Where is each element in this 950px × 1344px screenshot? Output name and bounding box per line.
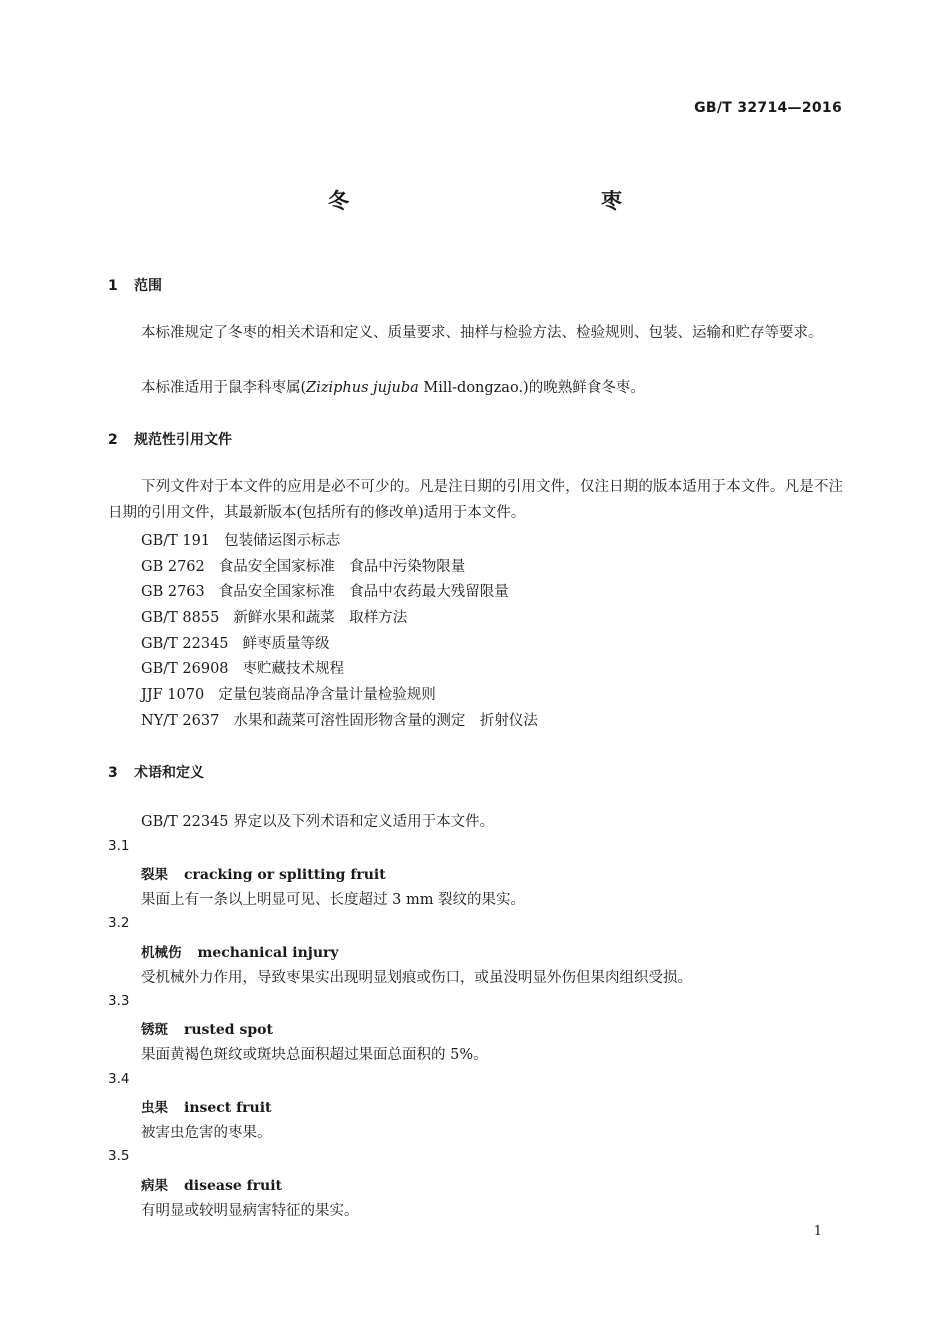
references-intro: 下列文件对于本文件的应用是必不可少的。凡是注日期的引用文件，仅注日期的版本适用于本文件。凡是不注日期的引用文件，其最新版本(包括所有的修改单)适用于本文件。 bbox=[108, 479, 843, 521]
term-number: 3.3 bbox=[108, 993, 130, 1009]
section-title: 规范性引用文件 bbox=[134, 432, 232, 448]
reference-code: JJF 1070 bbox=[141, 687, 205, 703]
reference-title: 食品安全国家标准 食品中农药最大残留限量 bbox=[218, 584, 509, 600]
reference-item bbox=[141, 580, 509, 601]
scope-paragraph-2 bbox=[141, 376, 645, 397]
reference-code: GB/T 8855 bbox=[141, 610, 220, 626]
reference-item bbox=[141, 683, 436, 704]
term-english: mechanical injury bbox=[197, 945, 339, 961]
term-heading bbox=[141, 1096, 272, 1116]
section-title: 范围 bbox=[134, 278, 162, 294]
term-heading bbox=[141, 863, 386, 883]
reference-code: GB 2763 bbox=[141, 584, 205, 600]
term-english: disease fruit bbox=[184, 1178, 282, 1194]
section-title: 术语和定义 bbox=[134, 765, 204, 781]
term-chinese: 锈斑 bbox=[141, 1022, 168, 1038]
term-definition: 受机械外力作用，导致枣果实出现明显划痕或伤口，或虽没明显外伤但果肉组织受损。 bbox=[141, 970, 692, 986]
reference-title: 定量包装商品净含量计量检验规则 bbox=[218, 687, 436, 703]
term-heading bbox=[141, 1174, 282, 1194]
term-definition: 被害虫危害的枣果。 bbox=[141, 1125, 272, 1141]
section-number: 3 bbox=[108, 765, 118, 781]
reference-item bbox=[141, 555, 465, 576]
reference-title: 新鲜水果和蔬菜 取样方法 bbox=[233, 610, 408, 626]
term-english: rusted spot bbox=[184, 1022, 273, 1038]
term-heading bbox=[141, 941, 339, 961]
section-1-heading bbox=[108, 275, 162, 295]
reference-title: 鲜枣质量等级 bbox=[242, 636, 330, 652]
term-number: 3.5 bbox=[108, 1148, 130, 1164]
scope-text-pre: 本标准适用于鼠李科枣属( bbox=[141, 380, 307, 396]
section-number: 1 bbox=[108, 278, 118, 294]
term-definition: 果面黄褐色斑纹或斑块总面积超过果面总面积的 5%。 bbox=[141, 1047, 488, 1063]
reference-code: NY/T 2637 bbox=[141, 713, 220, 729]
term-definition: 果面上有一条以上明显可见、长度超过 3 mm 裂纹的果实。 bbox=[141, 892, 526, 908]
reference-code: GB/T 26908 bbox=[141, 661, 229, 677]
reference-item bbox=[141, 632, 330, 653]
term-number: 3.4 bbox=[108, 1071, 130, 1087]
section-2-heading bbox=[108, 429, 232, 449]
term-chinese: 机械伤 bbox=[141, 945, 182, 961]
section-number: 2 bbox=[108, 432, 118, 448]
reference-title: 食品安全国家标准 食品中污染物限量 bbox=[218, 559, 466, 575]
reference-title: 包装储运图示标志 bbox=[224, 533, 341, 549]
reference-title: 水果和蔬菜可溶性固形物含量的测定 折射仪法 bbox=[233, 713, 538, 729]
section-3-heading bbox=[108, 762, 204, 782]
page-number: 1 bbox=[813, 1224, 822, 1239]
reference-title: 枣贮藏技术规程 bbox=[242, 661, 345, 677]
reference-item bbox=[141, 709, 538, 730]
reference-item bbox=[141, 657, 344, 678]
scope-paragraph-1: 本标准规定了冬枣的相关术语和定义、质量要求、抽样与检验方法、检验规则、包装、运输和贮存等要求。 bbox=[141, 325, 823, 341]
term-chinese: 裂果 bbox=[141, 867, 168, 883]
standard-code: GB/T 32714—2016 bbox=[694, 100, 842, 116]
term-definition: 有明显或较明显病害特征的果实。 bbox=[141, 1203, 359, 1219]
reference-code: GB 2762 bbox=[141, 559, 205, 575]
terms-intro: GB/T 22345 界定以及下列术语和定义适用于本文件。 bbox=[141, 814, 495, 830]
reference-code: GB/T 191 bbox=[141, 533, 211, 549]
term-chinese: 病果 bbox=[141, 1178, 168, 1194]
document-title: 冬 枣 bbox=[328, 189, 692, 213]
scope-text-post: Mill-dongzao.)的晚熟鲜食冬枣。 bbox=[418, 380, 645, 396]
term-heading bbox=[141, 1018, 273, 1038]
reference-item bbox=[141, 529, 340, 550]
reference-code: GB/T 22345 bbox=[141, 636, 229, 652]
term-chinese: 虫果 bbox=[141, 1100, 168, 1116]
term-english: cracking or splitting fruit bbox=[184, 867, 386, 883]
species-name: Ziziphus jujuba bbox=[306, 380, 419, 396]
term-english: insect fruit bbox=[184, 1100, 272, 1116]
reference-item bbox=[141, 606, 407, 627]
term-number: 3.1 bbox=[108, 838, 130, 854]
term-number: 3.2 bbox=[108, 915, 130, 931]
